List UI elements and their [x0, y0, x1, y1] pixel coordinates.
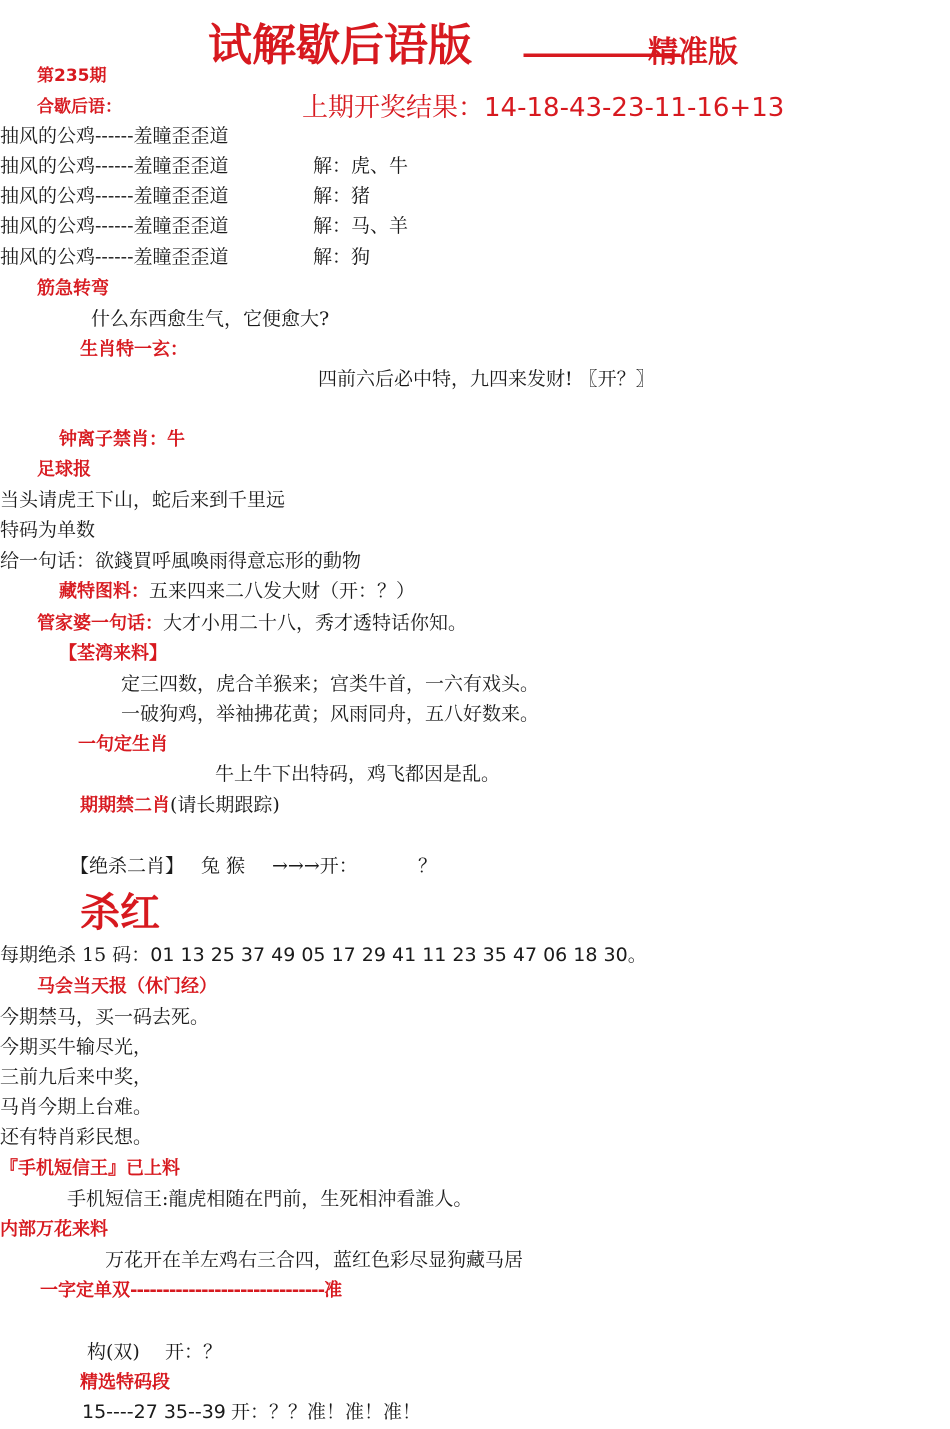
riddle-line: 抽风的公鸡------羞瞳歪歪道 — [0, 185, 229, 207]
riddle-answer: 解：马、羊 — [313, 215, 409, 237]
riddle-line: 抽风的公鸡------羞瞳歪歪道 — [0, 215, 229, 237]
single-word-answer: 构(双) — [87, 1341, 140, 1363]
horse-daily-line: 三前九后来中奖， — [0, 1066, 153, 1088]
zodiac-special-heading: 生肖特一玄： — [80, 339, 188, 360]
football-line: 当头请虎王下山，蛇后来到千里远 — [0, 489, 286, 511]
kill-red-suffix: 。 — [627, 944, 647, 966]
riddle-answer: 解：狗 — [313, 246, 371, 268]
riddle-answer: 解：猪 — [313, 185, 371, 207]
hidden-chart-row — [59, 582, 415, 601]
kill-red-row — [0, 946, 647, 965]
title-dashes: ——————— — [522, 37, 676, 70]
kill-red-prefix: 每期绝杀 15 码： — [0, 944, 151, 966]
horse-daily-line: 今期买牛输尽光， — [0, 1036, 153, 1058]
page-title: 试解歇后语版 — [208, 20, 472, 71]
single-word-row — [40, 1282, 342, 1300]
kill-two-animals: 兔 猴 — [201, 855, 246, 877]
single-word-heading: 一字定单双 — [40, 1280, 130, 1301]
horse-daily-line: 还有特肖彩民想。 — [0, 1126, 153, 1148]
housekeeper-label: 管家婆一句话： — [37, 613, 163, 634]
quanwan-heading: 【荃湾来料】 — [59, 643, 167, 664]
sms-king-heading: 『手机短信王』已上料 — [0, 1158, 180, 1179]
one-sentence-text: 牛上牛下出特码，鸡飞都因是乱。 — [215, 763, 501, 785]
single-word-open: 开：？ — [165, 1341, 223, 1363]
housekeeper-row — [37, 614, 467, 633]
selected-range-values: 15----27 35--39 — [82, 1401, 226, 1423]
selected-range-heading: 精选特码段 — [80, 1372, 170, 1393]
last-result-label: 上期开奖结果： — [302, 93, 485, 123]
hidden-chart-text: 五来四来二八发大财（开：？） — [149, 580, 416, 602]
football-line: 特码为单数 — [0, 519, 96, 541]
sms-king-text: 手机短信王:龍虎相随在門前，生死相沖看誰人。 — [67, 1188, 473, 1210]
wanhua-heading: 内部万花来料 — [0, 1219, 108, 1240]
teaser-heading: 筋急转弯 — [37, 278, 109, 299]
kill-two-result: ？ — [418, 855, 438, 877]
kill-two-label: 【绝杀二肖】 — [70, 855, 185, 877]
kill-red-heading: 杀红 — [80, 890, 160, 936]
kill-two-arrows: →→→开： — [272, 855, 358, 877]
ban-two-note: (请长期跟踪) — [170, 794, 280, 816]
page-subtitle: 精准版 — [648, 35, 738, 70]
quanwan-line: 定三四数，虎合羊猴来；宫类牛首，一六有戏头。 — [121, 673, 540, 695]
wanhua-text: 万花开在羊左鸡右三合四，蓝红色彩尽显狗藏马居 — [105, 1249, 524, 1271]
horse-daily-heading: 马会当天报（休门经） — [37, 976, 217, 997]
riddle-line: 抽风的公鸡------羞瞳歪歪道 — [0, 246, 229, 268]
riddle-line: 抽风的公鸡------羞瞳歪歪道 — [0, 155, 229, 177]
horse-daily-line: 今期禁马，买一码去死。 — [0, 1006, 210, 1028]
zodiac-special-text: 四前六后必中特，九四来发财! 〖开？〗 — [318, 368, 655, 390]
selected-range-tail: 开：？？准！准！准！ — [230, 1401, 421, 1423]
ban-two-row — [80, 796, 280, 815]
horse-daily-line: 马肖今期上台难。 — [0, 1096, 153, 1118]
football-line: 给一句话：欲錢買呼風喚雨得意忘形的動物 — [0, 550, 362, 572]
zhongli-heading: 钟离子禁肖：牛 — [59, 429, 185, 450]
one-sentence-heading: 一句定生肖 — [78, 734, 168, 755]
single-word-tail: 准 — [324, 1280, 343, 1301]
single-word-dashes: ------------------------------ — [130, 1280, 325, 1301]
kill-red-numbers: 01 13 25 37 49 05 17 29 41 11 23 35 47 06 18 30 — [150, 944, 628, 966]
football-heading: 足球报 — [37, 459, 91, 480]
riddle-answer: 解：虎、牛 — [313, 155, 409, 177]
selected-range-row — [82, 1403, 421, 1422]
last-result-numbers: 14-18-43-23-11-16+13 — [484, 93, 785, 123]
issue-number: 第235期 — [37, 66, 107, 86]
ban-two-heading: 期期禁二肖 — [80, 795, 170, 816]
hidden-chart-label: 藏特图料： — [59, 581, 149, 602]
teaser-question: 什么东西愈生气，它便愈大? — [91, 308, 330, 330]
last-result — [302, 95, 784, 121]
quanwan-line: 一破狗鸡，举袖拂花黄；风雨同舟，五八好数来。 — [121, 703, 540, 725]
riddle-line: 抽风的公鸡------羞瞳歪歪道 — [0, 125, 229, 147]
riddle-heading: 合歇后语： — [37, 97, 122, 117]
housekeeper-text: 大才小用二十八，秀才透特话你知。 — [163, 612, 468, 634]
